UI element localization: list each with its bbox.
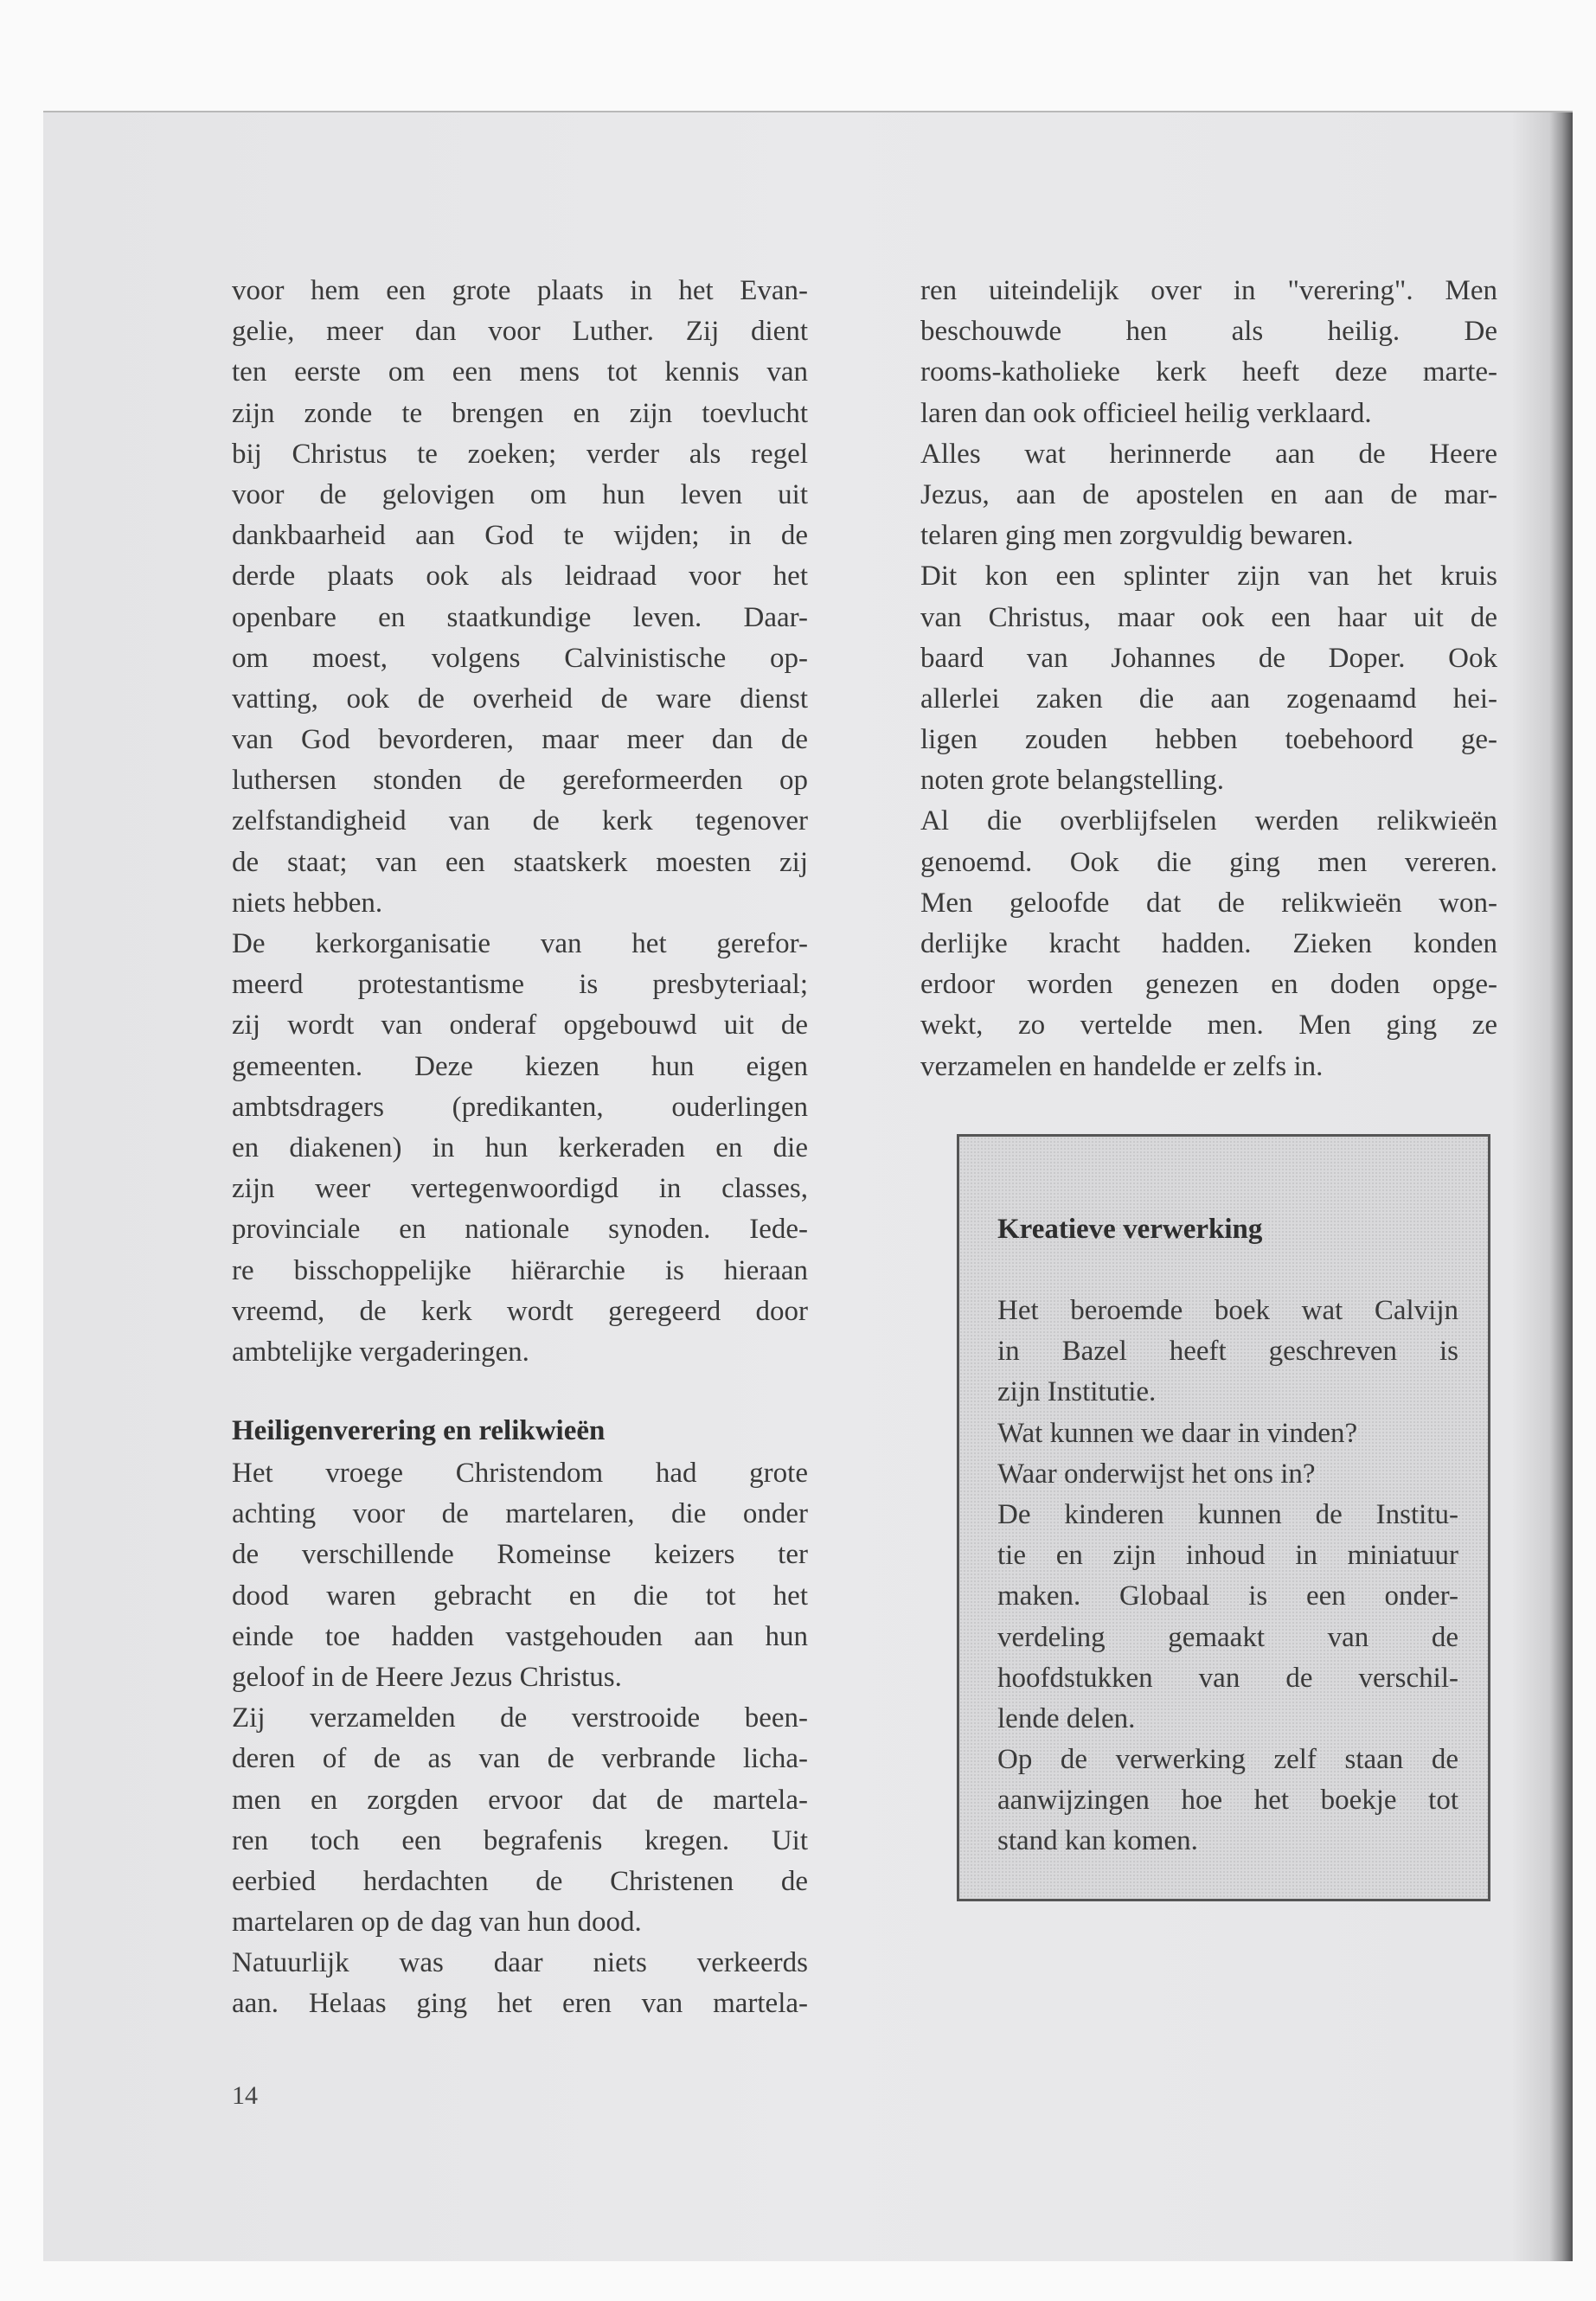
- text-line: van Christus, maar ook een haar uit de: [920, 601, 1497, 633]
- left-column-upper: [232, 271, 808, 1373]
- text-line: ren uiteindelijk over in "verering". Men: [920, 275, 1497, 306]
- page-number: 14: [232, 2081, 258, 2110]
- text-line: dood waren gebracht en die tot het: [232, 1580, 808, 1612]
- text-line: in Bazel heeft geschreven is: [997, 1336, 1458, 1368]
- paragraph: [232, 1943, 808, 2024]
- text-line: Dit kon een splinter zijn van het kruis: [920, 561, 1497, 593]
- text-line: geloof in de Heere Jezus Christus.: [232, 1661, 622, 1693]
- text-line: vatting, ook de overheid de ware dienst: [232, 683, 808, 715]
- text-line: telaren ging men zorgvuldig bewaren.: [920, 520, 1354, 552]
- text-line: aan. Helaas ging het eren van martela-: [232, 1988, 808, 2020]
- text-line: voor de gelovigen om hun leven uit: [232, 478, 808, 510]
- text-line: Waar onderwijst het ons in?: [997, 1458, 1316, 1490]
- text-line: tie en zijn inhoud in miniatuur: [997, 1540, 1458, 1572]
- text-line: zijn weer vertegenwoordigd in classes,: [232, 1173, 808, 1205]
- paragraph: [232, 924, 808, 1373]
- text-line: gelie, meer dan voor Luther. Zij dient: [232, 316, 808, 348]
- text-line: re bisschoppelijke hiërarchie is hieraan: [232, 1254, 808, 1286]
- text-line: stand kan komen.: [997, 1825, 1198, 1857]
- text-line: ambtsdragers (predikanten, ouderlingen: [232, 1091, 808, 1123]
- paragraph: [232, 1698, 808, 1943]
- text-line: erdoor worden genezen en doden opge-: [920, 969, 1497, 1001]
- text-line: Wat kunnen we daar in vinden?: [997, 1417, 1358, 1449]
- text-line: De kinderen kunnen de Institu-: [997, 1498, 1458, 1530]
- text-line: ligen zouden hebben toebehoord ge-: [920, 724, 1497, 756]
- text-line: derde plaats ook als leidraad voor het: [232, 561, 808, 593]
- text-line: Het vroege Christendom had grote: [232, 1458, 808, 1489]
- text-line: allerlei zaken die aan zogenaamd hei-: [920, 683, 1497, 715]
- paragraph: [232, 1453, 808, 1698]
- text-line: meerd protestantisme is presbyteriaal;: [232, 969, 808, 1001]
- text-line: Jezus, aan de apostelen en aan de mar-: [920, 478, 1497, 510]
- text-line: bij Christus te zoeken; verder als regel: [232, 438, 808, 470]
- paragraph: [920, 801, 1497, 1086]
- text-line: eerbied herdachten de Christenen de: [232, 1865, 808, 1897]
- left-column-lower: [232, 1453, 808, 2025]
- text-line: laren dan ook officieel heilig verklaard.: [920, 397, 1372, 429]
- text-line: genoemd. Ook die ging men vereren.: [920, 846, 1497, 878]
- section-heading: Heiligenverering en relikwieën: [232, 1415, 606, 1446]
- paragraph: [920, 556, 1497, 801]
- text-line: openbare en staatkundige leven. Daar-: [232, 601, 808, 633]
- text-line: achting voor de martelaren, die onder: [232, 1498, 808, 1530]
- text-line: noten grote belangstelling.: [920, 765, 1224, 797]
- callout-body: [997, 1291, 1458, 1862]
- text-line: om moest, volgens Calvinistische op-: [232, 642, 808, 674]
- text-line: Op de verwerking zelf staan de: [997, 1744, 1458, 1776]
- text-line: wekt, zo vertelde men. Men ging ze: [920, 1009, 1497, 1042]
- text-line: ren toch een begrafenis kregen. Uit: [232, 1824, 808, 1856]
- text-line: Natuurlijk was daar niets verkeerds: [232, 1947, 808, 1979]
- paragraph: [997, 1291, 1458, 1413]
- text-line: verzamelen en handelde er zelfs in.: [920, 1050, 1324, 1082]
- text-line: voor hem een grote plaats in het Evan-: [232, 275, 808, 306]
- text-line: zijn zonde te brengen en zijn toevlucht: [232, 397, 808, 429]
- text-line: einde toe hadden vastgehouden aan hun: [232, 1620, 808, 1652]
- text-line: vreemd, de kerk wordt geregeerd door: [232, 1295, 808, 1327]
- text-line: Men geloofde dat de relikwieën won-: [920, 887, 1497, 919]
- callout-heading: Kreatieve verwerking: [997, 1214, 1263, 1245]
- text-line: gemeenten. Deze kiezen hun eigen: [232, 1050, 808, 1082]
- text-line: martelaren op de dag van hun dood.: [232, 1907, 642, 1939]
- text-line: baard van Johannes de Doper. Ook: [920, 642, 1497, 674]
- text-line: lende delen.: [997, 1702, 1136, 1734]
- text-line: luthersen stonden de gereformeerden op: [232, 765, 808, 797]
- text-line: en diakenen) in hun kerkeraden en die: [232, 1131, 808, 1163]
- text-line: van God bevorderen, maar meer dan de: [232, 724, 808, 756]
- text-line: Al die overblijfselen werden relikwieën: [920, 805, 1497, 837]
- text-line: dankbaarheid aan God te wijden; in de: [232, 520, 808, 552]
- text-line: derlijke kracht hadden. Zieken konden: [920, 928, 1497, 959]
- text-line: hoofdstukken van de verschil-: [997, 1662, 1458, 1694]
- text-line: aanwijzingen hoe het boekje tot: [997, 1785, 1458, 1817]
- text-line: de verschillende Romeinse keizers ter: [232, 1539, 808, 1571]
- paragraph: [997, 1495, 1458, 1740]
- right-column: [920, 271, 1497, 1087]
- text-line: zelfstandigheid van de kerk tegenover: [232, 805, 808, 837]
- text-line: deren of de as van de verbrande licha-: [232, 1743, 808, 1775]
- text-line: De kerkorganisatie van het gerefor-: [232, 928, 808, 959]
- text-line: de staat; van een staatskerk moesten zij: [232, 846, 808, 878]
- paragraph: [232, 271, 808, 924]
- text-line: Zij verzamelden de verstrooide been-: [232, 1702, 808, 1734]
- paragraph: [920, 434, 1497, 557]
- paragraph: [997, 1413, 1458, 1454]
- text-line: ambtelijke vergaderingen.: [232, 1336, 529, 1368]
- text-line: zij wordt van onderaf opgebouwd uit de: [232, 1009, 808, 1042]
- paragraph: [920, 271, 1497, 434]
- text-line: Het beroemde boek wat Calvijn: [997, 1295, 1458, 1326]
- text-line: rooms-katholieke kerk heeft deze marte-: [920, 356, 1497, 388]
- text-line: verdeling gemaakt van de: [997, 1621, 1458, 1653]
- paragraph: [997, 1740, 1458, 1862]
- paragraph: [997, 1454, 1458, 1495]
- text-line: ten eerste om een mens tot kennis van: [232, 356, 808, 388]
- text-line: beschouwde hen als heilig. De: [920, 316, 1497, 348]
- text-line: provinciale en nationale synoden. Iede-: [232, 1214, 808, 1246]
- text-line: zijn Institutie.: [997, 1376, 1157, 1408]
- text-line: maken. Globaal is een onder-: [997, 1580, 1458, 1612]
- text-line: Alles wat herinnerde aan de Heere: [920, 438, 1497, 470]
- text-line: niets hebben.: [232, 887, 383, 919]
- text-line: men en zorgden ervoor dat de martela-: [232, 1784, 808, 1816]
